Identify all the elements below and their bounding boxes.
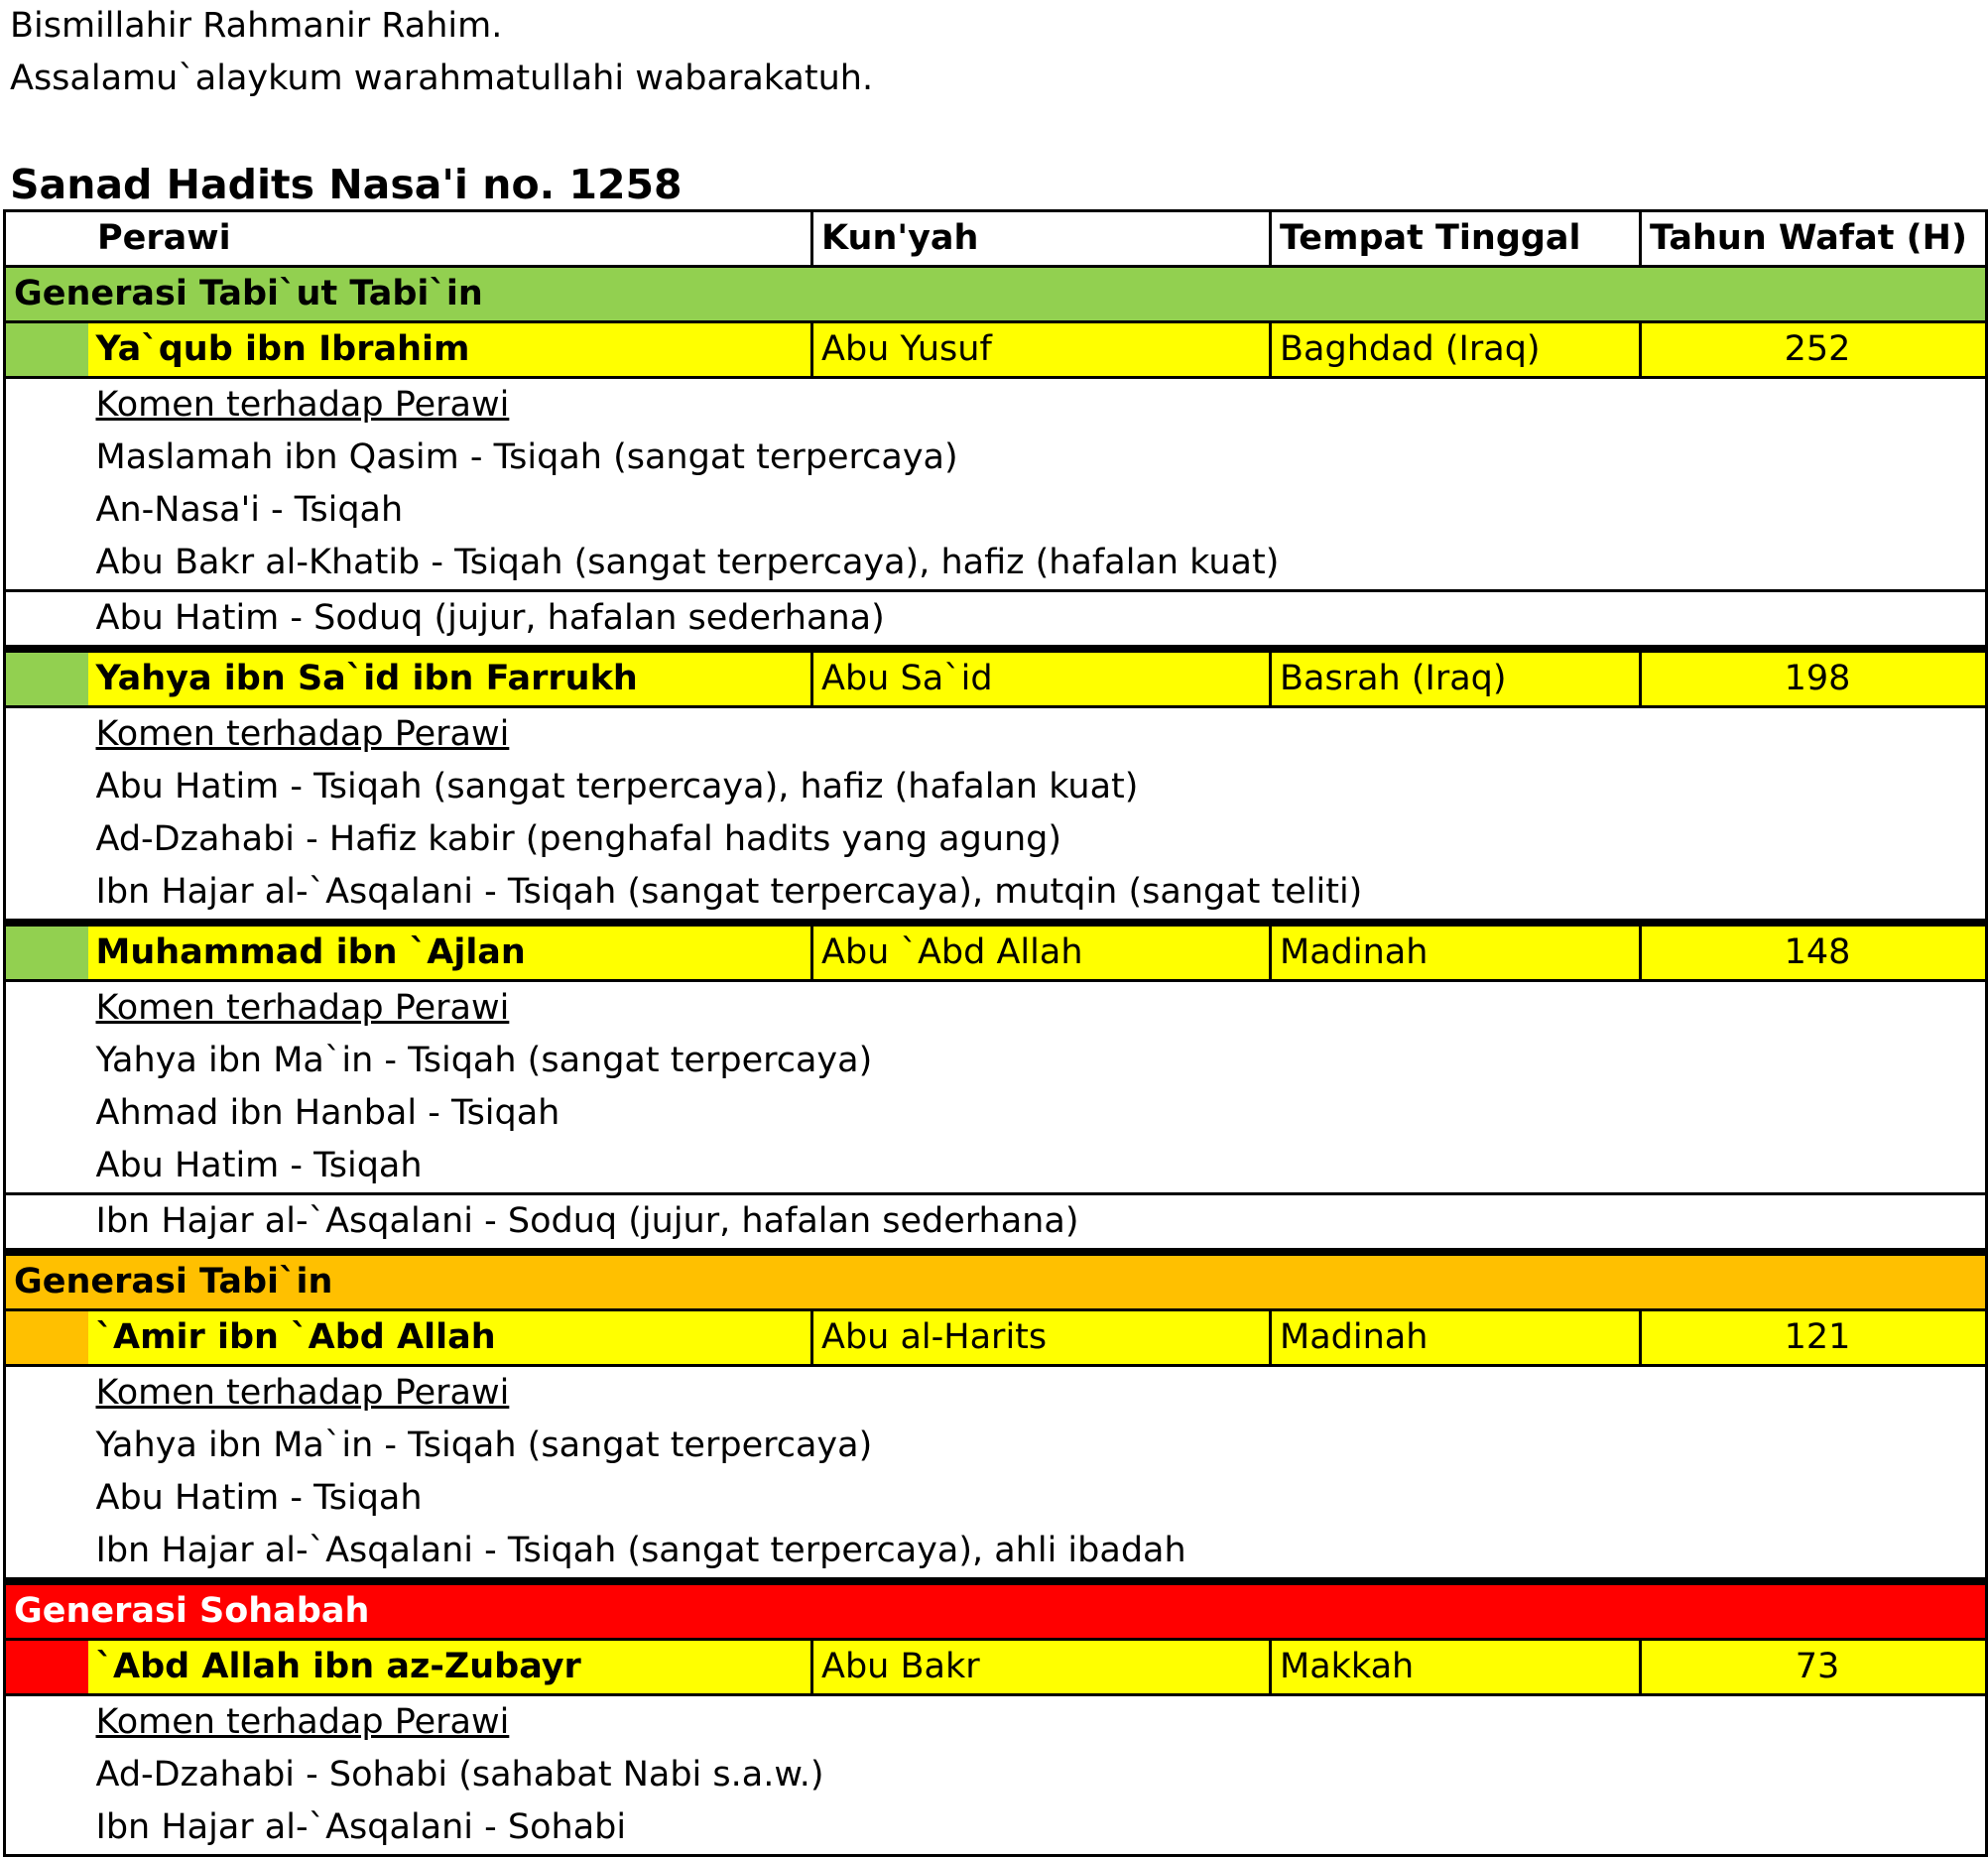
- narrator-kunyah: Abu al-Harits: [812, 1310, 1271, 1366]
- comment-heading: Komen terhadap Perawi: [95, 714, 510, 754]
- comment-row: [5, 1525, 1987, 1581]
- comment-heading: Komen terhadap Perawi: [95, 1702, 510, 1742]
- header-kunyah: Kun'yah: [812, 211, 1271, 267]
- narrator-kunyah: Abu `Abd Allah: [812, 923, 1271, 981]
- generation-label: Generasi Sohabah: [5, 1581, 1987, 1640]
- indent-cell: [5, 537, 88, 591]
- narrator-comment: Yahya ibn Ma`in - Tsiqah (sangat terpercaya): [95, 1041, 873, 1080]
- narrator-row: [5, 1310, 1987, 1366]
- indent-cell: [5, 1194, 88, 1253]
- indent-cell: [5, 866, 88, 923]
- narrator-kunyah: Abu Sa`id: [812, 649, 1271, 707]
- generation-label: Generasi Tabi`in: [5, 1252, 1987, 1310]
- comment-heading: Komen terhadap Perawi: [95, 1373, 510, 1413]
- narrator-comment: Ibn Hajar al-`Asqalani - Soduq (jujur, hafalan sederhana): [95, 1201, 1079, 1241]
- indent-cell: [5, 378, 88, 433]
- narrator-comment: Ad-Dzahabi - Hafiz kabir (penghafal hadits yang agung): [95, 819, 1062, 859]
- header-row: [5, 211, 1987, 267]
- narrator-row: [5, 322, 1987, 378]
- generation-row: [5, 267, 1987, 322]
- narrator-kunyah: Abu Bakr: [812, 1640, 1271, 1695]
- indent-cell: [5, 1035, 88, 1087]
- comment-row: [5, 866, 1987, 923]
- comment-row: [5, 1087, 1987, 1140]
- comment-row: [5, 813, 1987, 866]
- narrator-row: [5, 923, 1987, 981]
- generation-label: Generasi Tabi`ut Tabi`in: [5, 267, 1987, 322]
- comment-row: [5, 484, 1987, 537]
- narrator-place: Baghdad (Iraq): [1271, 322, 1641, 378]
- comment-row: [5, 1472, 1987, 1525]
- indent-cell: [5, 1087, 88, 1140]
- header-tempat-tinggal: Tempat Tinggal: [1271, 211, 1641, 267]
- narrator-place: Madinah: [1271, 1310, 1641, 1366]
- narrator-comment: Abu Bakr al-Khatib - Tsiqah (sangat terpercaya), hafiz (hafalan kuat): [95, 543, 1280, 582]
- indent-cell: [5, 1140, 88, 1194]
- indent-cell: [5, 1420, 88, 1472]
- comment-row: [5, 1194, 1987, 1253]
- narrator-comment: Ibn Hajar al-`Asqalani - Tsiqah (sangat terpercaya), mutqin (sangat teliti): [95, 872, 1363, 912]
- comment-row: [5, 537, 1987, 591]
- generation-color-marker: [5, 1640, 88, 1695]
- comment-title-row: [5, 1695, 1987, 1750]
- narrator-comment: Abu Hatim - Tsiqah: [95, 1146, 423, 1185]
- narrator-name: Ya`qub ibn Ibrahim: [88, 322, 812, 378]
- indent-cell: [5, 591, 88, 650]
- narrator-comment: Abu Hatim - Tsiqah: [95, 1478, 423, 1518]
- generation-color-marker: [5, 923, 88, 981]
- narrator-death-year: 252: [1641, 322, 1987, 378]
- narrator-comment: Ibn Hajar al-`Asqalani - Tsiqah (sangat terpercaya), ahli ibadah: [95, 1531, 1186, 1570]
- narrator-death-year: 121: [1641, 1310, 1987, 1366]
- comment-row: [5, 761, 1987, 813]
- comment-title-row: [5, 378, 1987, 433]
- narrator-place: Basrah (Iraq): [1271, 649, 1641, 707]
- comment-row: [5, 1420, 1987, 1472]
- narrator-death-year: 148: [1641, 923, 1987, 981]
- narrator-death-year: 198: [1641, 649, 1987, 707]
- narrator-comment: Abu Hatim - Soduq (jujur, hafalan sederhana): [95, 598, 885, 638]
- narrator-name: `Abd Allah ibn az-Zubayr: [88, 1640, 812, 1695]
- comment-row: [5, 1801, 1987, 1856]
- comment-row: [5, 591, 1987, 650]
- comment-row: [5, 1749, 1987, 1801]
- narrator-kunyah: Abu Yusuf: [812, 322, 1271, 378]
- comment-row: [5, 1035, 1987, 1087]
- comment-row: [5, 1140, 1987, 1194]
- greeting-line-1: Bismillahir Rahmanir Rahim.: [10, 6, 503, 46]
- indent-cell: [5, 1801, 88, 1856]
- indent-cell: [5, 1749, 88, 1801]
- indent-cell: [5, 432, 88, 484]
- indent-cell: [5, 813, 88, 866]
- indent-cell: [5, 1695, 88, 1750]
- narrator-comment: Ibn Hajar al-`Asqalani - Sohabi: [95, 1807, 627, 1847]
- comment-heading: Komen terhadap Perawi: [95, 385, 510, 425]
- comment-title-row: [5, 707, 1987, 762]
- comment-heading: Komen terhadap Perawi: [95, 988, 510, 1028]
- narrator-name: Muhammad ibn `Ajlan: [88, 923, 812, 981]
- narrator-row: [5, 649, 1987, 707]
- indent-cell: [5, 1366, 88, 1421]
- header-tahun-wafat: Tahun Wafat (H): [1641, 211, 1987, 267]
- narrator-comment: Ahmad ibn Hanbal - Tsiqah: [95, 1093, 560, 1133]
- narrator-comment: An-Nasa'i - Tsiqah: [95, 490, 404, 530]
- indent-cell: [5, 761, 88, 813]
- sanad-table: [3, 209, 1988, 1857]
- narrator-death-year: 73: [1641, 1640, 1987, 1695]
- indent-cell: [5, 707, 88, 762]
- comment-title-row: [5, 981, 1987, 1036]
- generation-row: [5, 1252, 1987, 1310]
- narrator-comment: Maslamah ibn Qasim - Tsiqah (sangat terpercaya): [95, 437, 958, 477]
- generation-color-marker: [5, 322, 88, 378]
- narrator-comment: Abu Hatim - Tsiqah (sangat terpercaya), hafiz (hafalan kuat): [95, 767, 1139, 806]
- narrator-comment: Ad-Dzahabi - Sohabi (sahabat Nabi s.a.w.): [95, 1755, 824, 1795]
- generation-color-marker: [5, 1310, 88, 1366]
- narrator-place: Makkah: [1271, 1640, 1641, 1695]
- narrator-name: `Amir ibn `Abd Allah: [88, 1310, 812, 1366]
- greeting-line-2: Assalamu`alaykum warahmatullahi wabarakatuh.: [10, 59, 874, 98]
- narrator-place: Madinah: [1271, 923, 1641, 981]
- page-title: Sanad Hadits Nasa'i no. 1258: [10, 161, 683, 208]
- narrator-comment: Yahya ibn Ma`in - Tsiqah (sangat terpercaya): [95, 1425, 873, 1465]
- indent-cell: [5, 1525, 88, 1581]
- header-perawi: Perawi: [5, 211, 812, 267]
- indent-cell: [5, 484, 88, 537]
- generation-row: [5, 1581, 1987, 1640]
- indent-cell: [5, 1472, 88, 1525]
- comment-row: [5, 432, 1987, 484]
- indent-cell: [5, 981, 88, 1036]
- narrator-row: [5, 1640, 1987, 1695]
- narrator-name: Yahya ibn Sa`id ibn Farrukh: [88, 649, 812, 707]
- comment-title-row: [5, 1366, 1987, 1421]
- generation-color-marker: [5, 649, 88, 707]
